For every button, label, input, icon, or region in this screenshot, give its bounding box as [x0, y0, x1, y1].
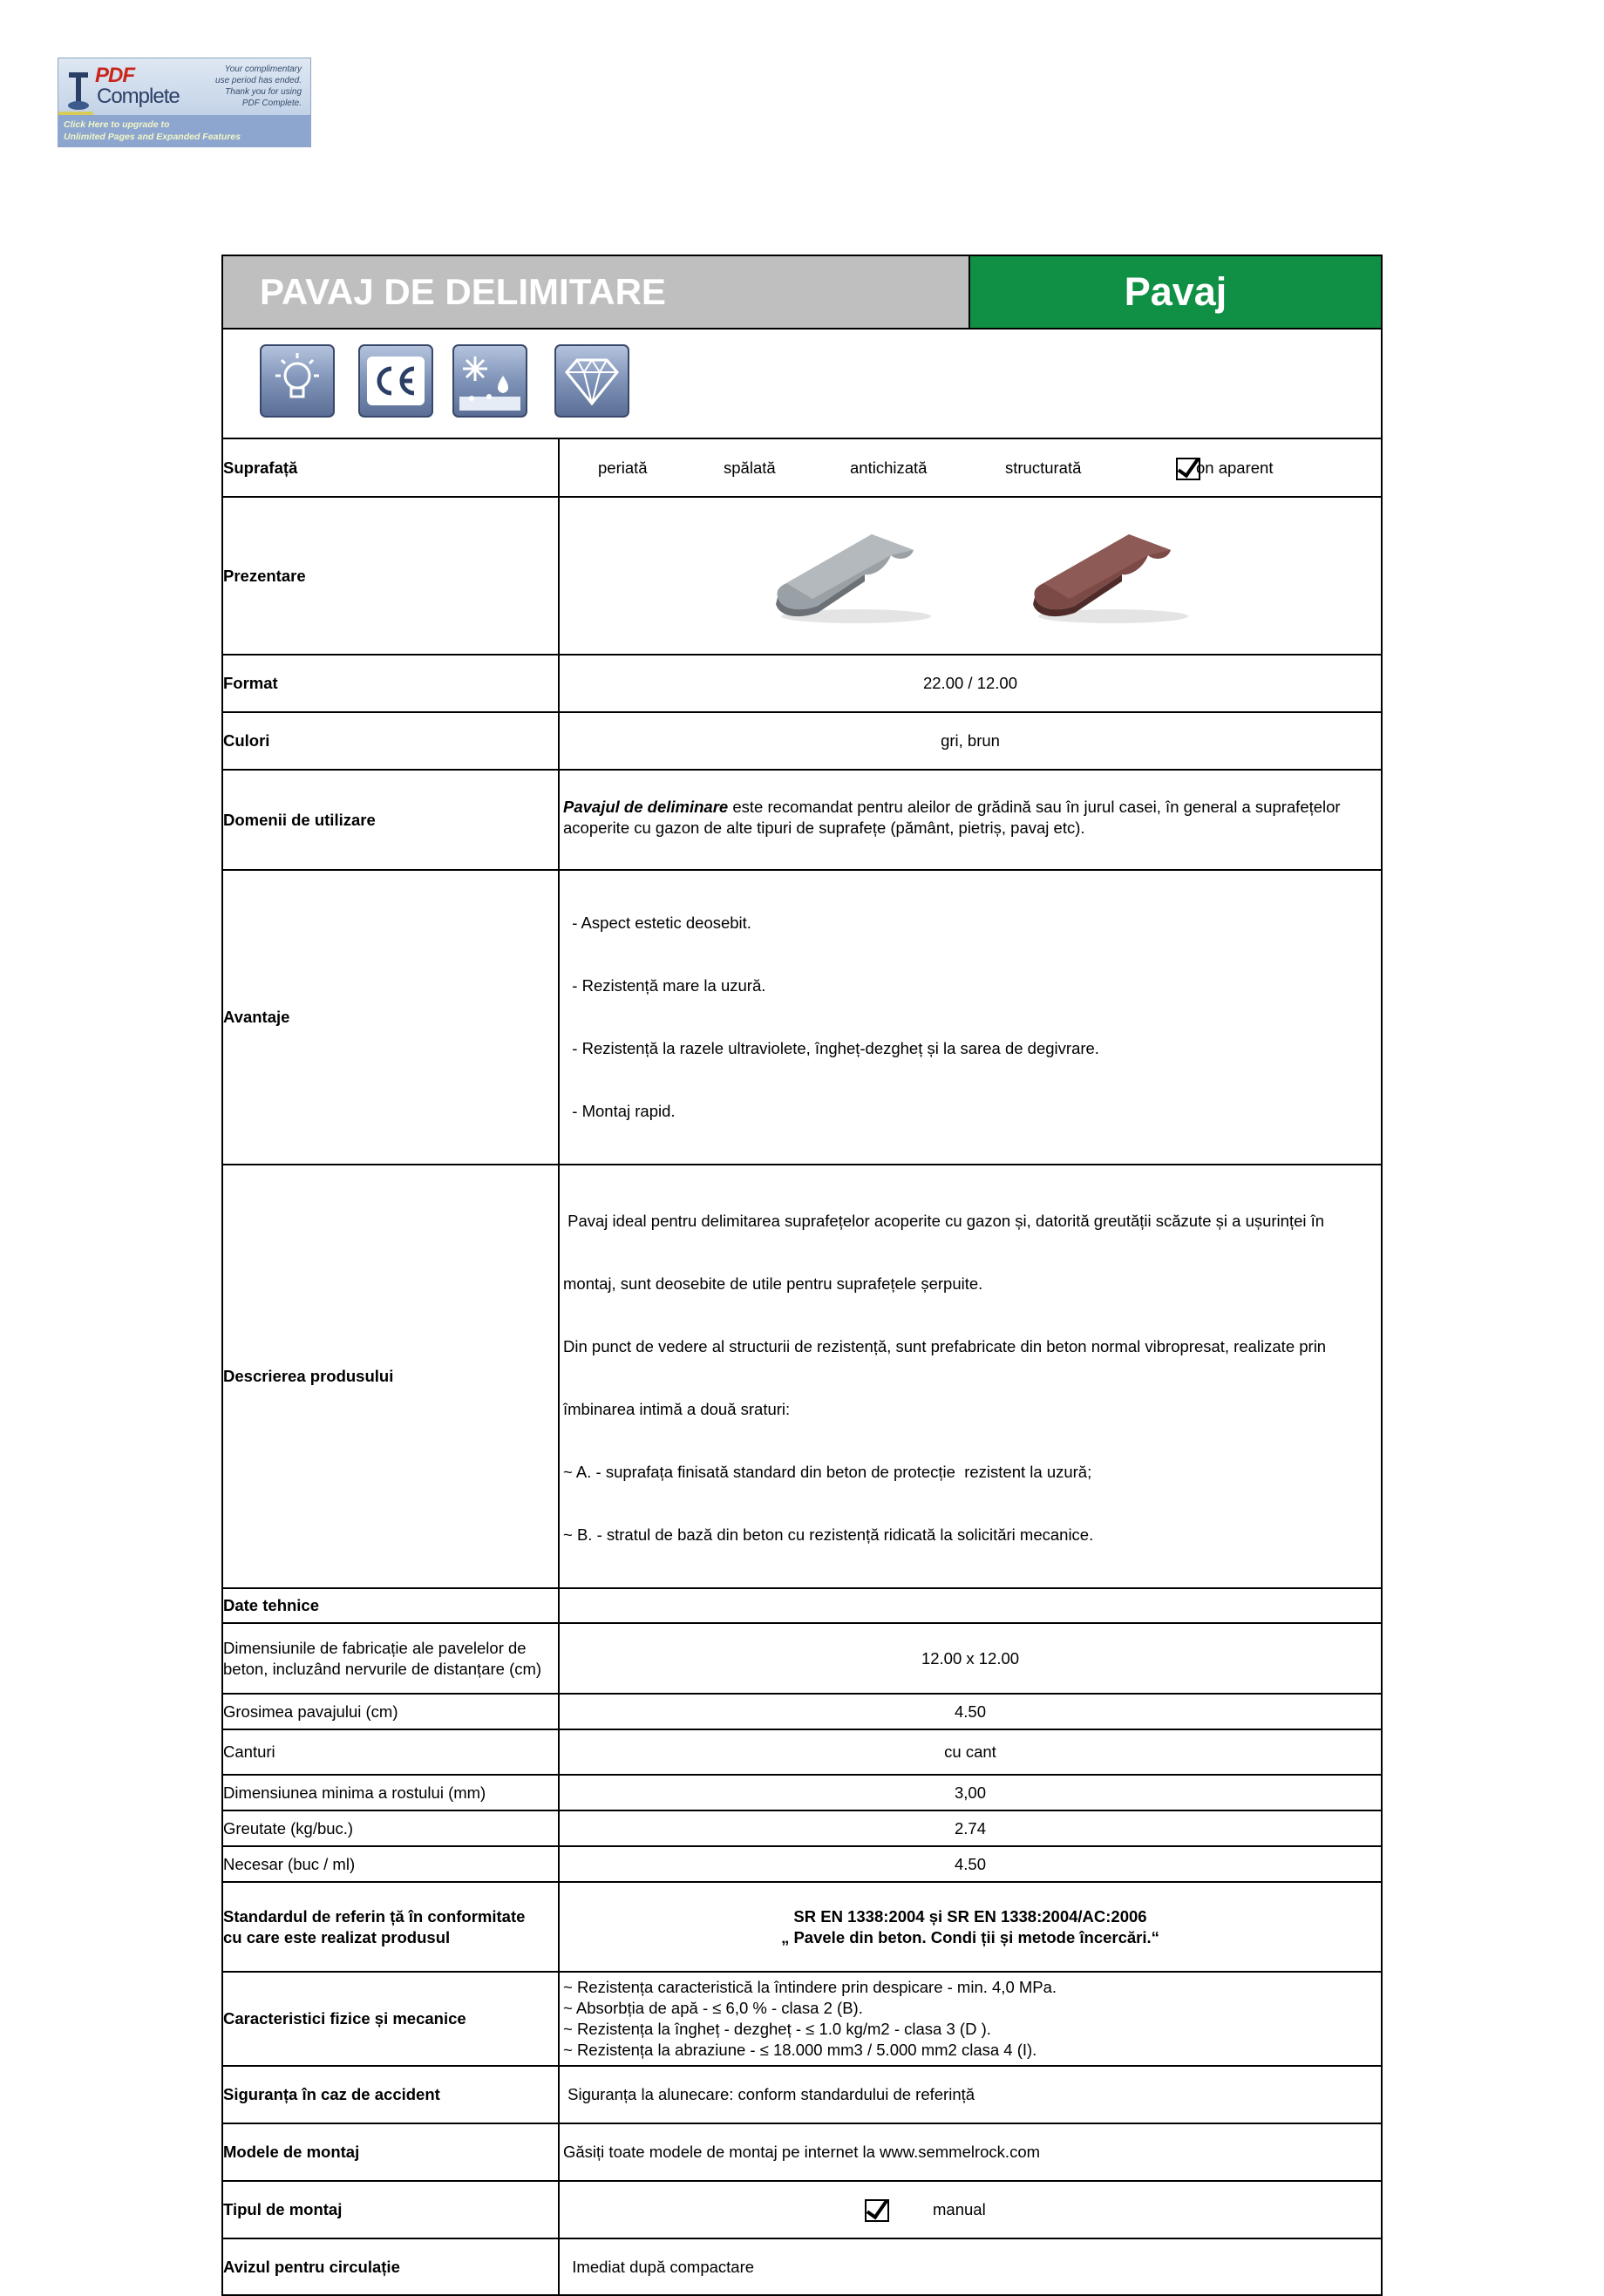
standard-label: Standardul de referin ță în conformitate cu care este realizat produsul [223, 1882, 559, 1972]
table-row [223, 1623, 1381, 1694]
models-value[interactable]: Găsiți toate modele de montaj pe internet la www.semmelrock.com [559, 2123, 1381, 2181]
tech-label: Grosimea pavajului (cm) [223, 1694, 559, 1729]
colors-label: Culori [223, 712, 559, 770]
install-label: Tipul de montaj [223, 2181, 559, 2238]
sheet-header [223, 256, 1381, 329]
presentation-images [559, 497, 1381, 655]
property-icons [223, 329, 1381, 439]
usage-text: Pavajul de deliminare este recomandat pentru aleilor de grădină sau în jurul casei, în general a suprafețelor acoperite cu gazon de alte tipuri de suprafețe (pământ, pietriș, pavaj etc). [559, 770, 1381, 870]
advantage-item: - Rezistență la razele ultraviolete, îngheț-dezgheț și la sarea de degivrare. [563, 1039, 1099, 1057]
pdf-complete-banner[interactable] [58, 58, 311, 147]
usage-row [223, 770, 1381, 870]
tech-label: Dimensiunile de fabricație ale pavelelor de beton, incluzând nervurile de distanțare (cm) [223, 1623, 559, 1694]
surface-option-spalata: spălată [724, 458, 776, 477]
technical-header-row [223, 1588, 1381, 1623]
traffic-label: Avizul pentru circulație [223, 2238, 559, 2294]
advantages-label: Avantaje [223, 870, 559, 1165]
colors-row [223, 712, 1381, 770]
surface-option-periata: periată [598, 458, 648, 477]
table-row [223, 1775, 1381, 1810]
install-row [223, 2181, 1381, 2238]
install-checked-icon [865, 2199, 889, 2222]
tech-label: Necesar (buc / ml) [223, 1846, 559, 1882]
table-row [223, 1694, 1381, 1729]
traffic-value: Imediat după compactare [559, 2238, 1381, 2294]
paver-brown-image [1017, 515, 1192, 628]
tech-value: 3,00 [559, 1775, 1381, 1810]
models-label: Modele de montaj [223, 2123, 559, 2181]
surface-option-antichizata: antichizată [850, 458, 928, 477]
ce-mark-icon [358, 344, 433, 418]
logo-complete-text: Complete [97, 85, 180, 108]
diamond-icon [554, 344, 629, 418]
tech-value: 2.74 [559, 1810, 1381, 1846]
standard-row [223, 1882, 1381, 1972]
install-value: manual [933, 2200, 986, 2218]
advantages-row [223, 870, 1381, 1165]
format-value: 22.00 / 12.00 [559, 655, 1381, 712]
description-text: Pavaj ideal pentru delimitarea suprafețelor acoperite cu gazon și, datorită greutății scăzute și a ușurinței în montaj, sunt deosebite de utile pentru suprafețele șerpuite. Din punct de vedere al structurii de rezistență, sunt prefabricate din beton normal vibropresat, realizate prin îmbinarea intimă a două sraturi: ~ A. - suprafața finisată standard din beton de protecție rezistent la uzură; ~ B. - stratul de bază din beton cu rezistență ridicată la solicitări mecanice. [559, 1165, 1381, 1588]
tech-value: cu cant [559, 1729, 1381, 1775]
colors-value: gri, brun [559, 712, 1381, 770]
format-label: Format [223, 655, 559, 712]
logo-pdf-text: PDF [95, 64, 134, 87]
tech-label: Greutate (kg/buc.) [223, 1810, 559, 1846]
surface-option-beton-aparent: on aparent [1196, 458, 1274, 477]
tech-label: Canturi [223, 1729, 559, 1775]
tech-value: 4.50 [559, 1694, 1381, 1729]
safety-label: Siguranța în caz de accident [223, 2066, 559, 2123]
description-label: Descrierea produsului [223, 1165, 559, 1588]
table-row [223, 1729, 1381, 1775]
surface-row [223, 439, 1381, 497]
safety-row [223, 2066, 1381, 2123]
tech-value: 4.50 [559, 1846, 1381, 1882]
physical-row [223, 1972, 1381, 2066]
lightbulb-icon [260, 344, 335, 418]
table-row [223, 1846, 1381, 1882]
surface-label: Suprafață [223, 439, 559, 497]
surface-option-structurata: structurată [1005, 458, 1082, 477]
description-row [223, 1165, 1381, 1588]
advantage-item: - Rezistență mare la uzură. [563, 976, 766, 995]
traffic-row [223, 2238, 1381, 2294]
format-row [223, 655, 1381, 712]
paver-gray-image [760, 515, 935, 628]
promo-thanks-text: Your complimentary use period has ended. Thank you for using PDF Complete. [215, 65, 302, 108]
presentation-label: Prezentare [223, 497, 559, 655]
pdf-complete-logo-icon [65, 71, 92, 111]
tech-label: Dimensiunea minima a rostului (mm) [223, 1775, 559, 1810]
models-row [223, 2123, 1381, 2181]
advantage-item: - Montaj rapid. [563, 1102, 676, 1120]
advantage-item: - Aspect estetic deosebit. [563, 914, 751, 932]
product-title: PAVAJ DE DELIMITARE [223, 256, 970, 328]
standard-value: SR EN 1338:2004 și SR EN 1338:2004/AC:2006 „ Pavele din beton. Condi ții și metode încercări.“ [559, 1882, 1381, 1972]
table-row [223, 1810, 1381, 1846]
technical-header-empty [559, 1588, 1381, 1623]
usage-lead: Pavajul de deliminare [563, 798, 729, 816]
tech-value: 12.00 x 12.00 [559, 1623, 1381, 1694]
surface-options [559, 439, 1381, 497]
upgrade-link[interactable]: Click Here to upgrade to Unlimited Pages and Expanded Features [58, 115, 310, 146]
product-category: Pavaj [970, 256, 1381, 328]
safety-value: Siguranța la alunecare: conform standardului de referință [559, 2066, 1381, 2123]
spec-table [223, 439, 1381, 2294]
frost-salt-icon [452, 344, 527, 418]
install-value-cell [559, 2181, 1381, 2238]
advantages-list [559, 870, 1381, 1165]
product-sheet [221, 255, 1383, 2296]
presentation-row [223, 497, 1381, 655]
physical-list: ~ Rezistența caracteristică la întindere prin despicare - min. 4,0 MPa. ~ Absorbția de apă - ≤ 6,0 % - clasa 2 (B). ~ Rezistența la îngheț - dezgheț - ≤ 1.0 kg/m2 - clasa 3 (D ). ~ Rezistența la abraziune - ≤ 18.000 mm3 / 5.000 mm2 clasa 4 (I). [559, 1972, 1381, 2066]
technical-label: Date tehnice [223, 1588, 559, 1623]
usage-label: Domenii de utilizare [223, 770, 559, 870]
physical-label: Caracteristici fizice și mecanice [223, 1972, 559, 2066]
